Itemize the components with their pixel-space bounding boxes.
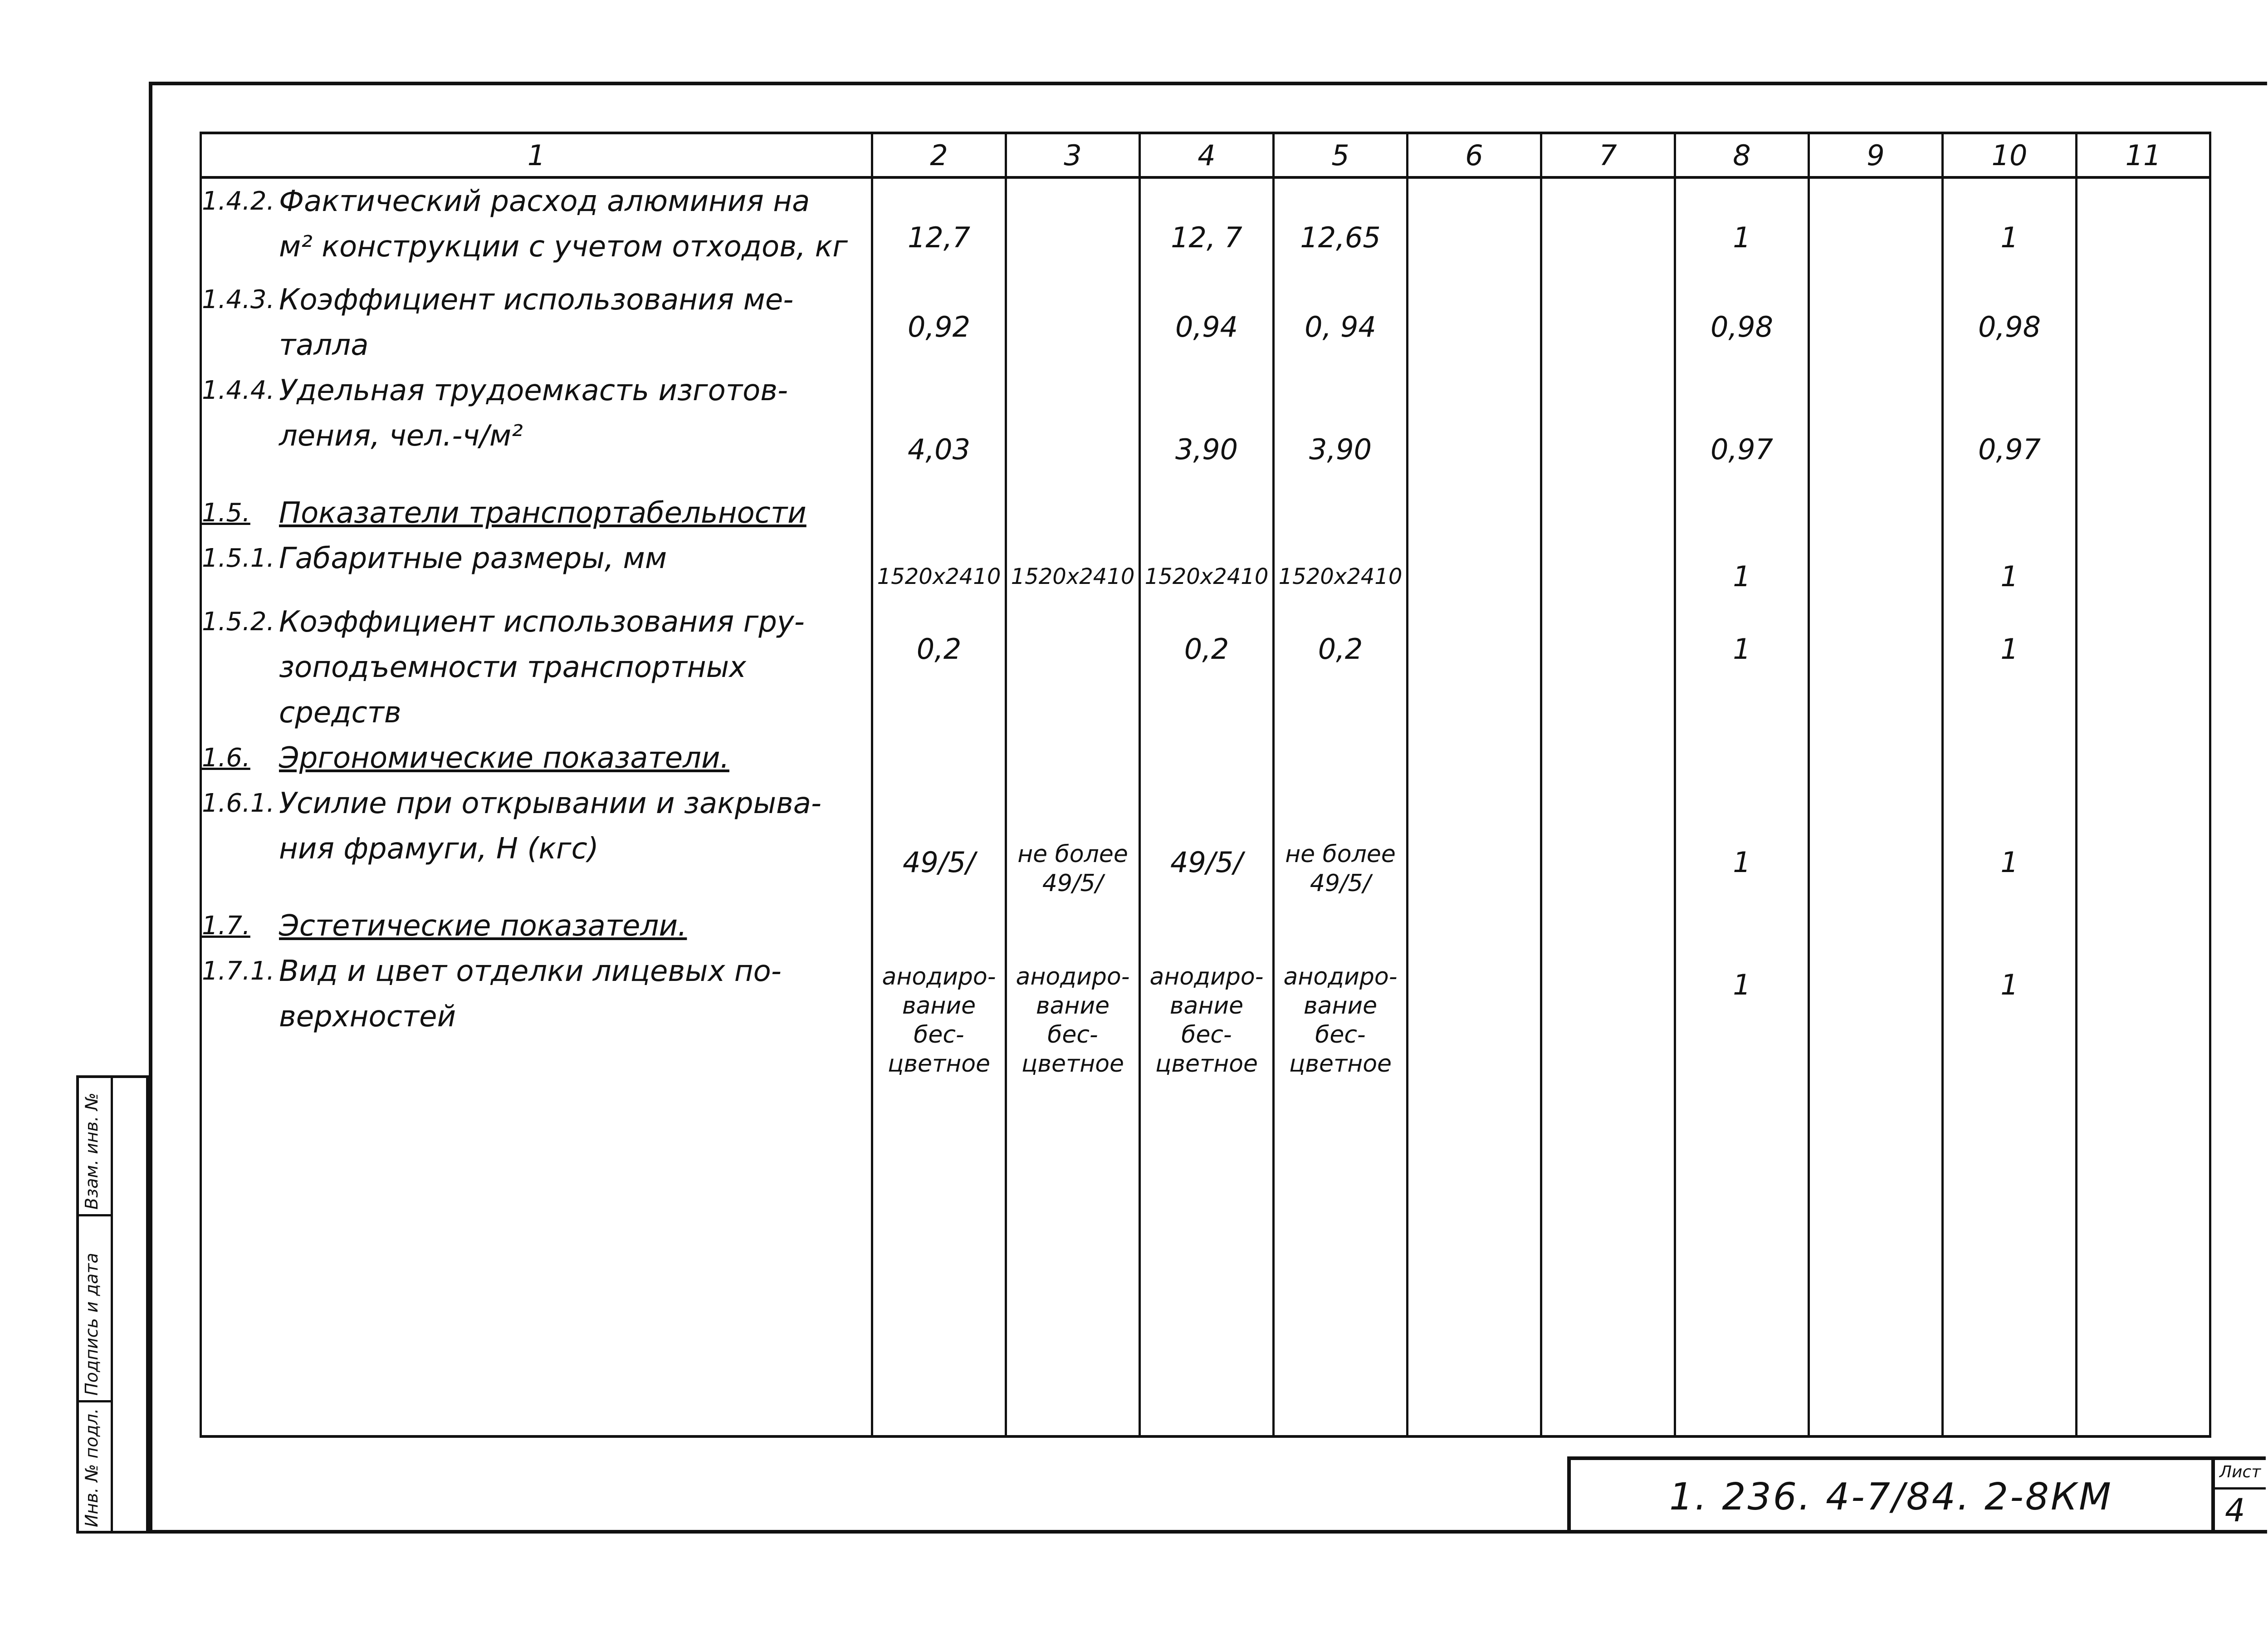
value-cell: 49/5/	[1140, 781, 1274, 903]
value-cell: 4,03	[872, 368, 1006, 490]
value-cell: не более 49/5/	[1274, 781, 1408, 903]
column-header: 3	[1006, 133, 1140, 177]
sheet-divider	[2215, 1487, 2266, 1490]
value-cell	[1541, 599, 1675, 735]
sheet-box	[2211, 1456, 2266, 1534]
value-cell	[1809, 536, 1943, 599]
section-row	[201, 490, 2210, 536]
value-cell	[1809, 735, 1943, 781]
value-cell	[1274, 903, 1408, 949]
indicator-number: 1.7.	[202, 911, 250, 941]
value-cell: не более 49/5/	[1006, 781, 1140, 903]
value-cell	[1943, 735, 2077, 781]
value-cell: 1520x2410	[1006, 536, 1140, 599]
table-row	[201, 781, 2210, 903]
value-cell: 1	[1943, 599, 2077, 735]
indicator-text: Фактический расход алюминия на	[279, 185, 810, 218]
indicator-line	[202, 903, 871, 949]
value-cell: 1	[1675, 177, 1809, 277]
table-row	[201, 277, 2210, 368]
value-cell	[1408, 277, 1541, 368]
sheet-label: Лист	[2219, 1463, 2261, 1481]
column-header: 1	[201, 133, 872, 177]
indicator-text: Показатели транспортабельности	[279, 496, 807, 530]
value-cell	[1541, 536, 1675, 599]
indicator-text: м² конструкции с учетом отходов, кг	[279, 230, 848, 264]
value-cell	[1408, 781, 1541, 903]
value-cell: 12,65	[1274, 177, 1408, 277]
value-cell	[2077, 368, 2210, 490]
value-cell: 0,2	[1140, 599, 1274, 735]
stamp-cell-sign	[79, 1214, 111, 1402]
value-cell	[1408, 949, 1541, 1436]
value-cell: 1	[1943, 781, 2077, 903]
section-row	[201, 903, 2210, 949]
indicators-table	[200, 132, 2211, 1438]
value-cell	[1809, 599, 1943, 735]
value-cell	[872, 903, 1006, 949]
indicator-number: 1.4.2.	[202, 186, 275, 216]
value-cell: 3,90	[1140, 368, 1274, 490]
stamp-label: Инв. № подл.	[82, 1408, 102, 1527]
value-cell: 12,7	[872, 177, 1006, 277]
indicator-cell	[201, 781, 872, 903]
indicator-number: 1.6.	[202, 743, 250, 773]
value-cell: 0, 94	[1274, 277, 1408, 368]
value-cell	[1408, 368, 1541, 490]
value-cell	[1809, 949, 1943, 1436]
stamp-label: Взам. инв. №	[82, 1092, 102, 1210]
indicator-cell	[201, 490, 872, 536]
header-row	[201, 133, 2210, 177]
value-cell: 1	[1675, 536, 1809, 599]
value-cell: 0,94	[1140, 277, 1274, 368]
value-cell: 1520x2410	[1274, 536, 1408, 599]
indicator-line	[202, 413, 871, 459]
value-cell: 1	[1675, 599, 1809, 735]
value-cell	[1140, 735, 1274, 781]
table-row	[201, 949, 2210, 1436]
indicator-number: 1.5.	[202, 498, 250, 528]
value-cell	[1006, 277, 1140, 368]
value-cell: 0,2	[872, 599, 1006, 735]
value-cell	[1408, 599, 1541, 735]
stamp-cell-replace	[79, 1078, 111, 1216]
value-cell	[1006, 177, 1140, 277]
value-cell: 1	[1675, 781, 1809, 903]
indicator-text: ления, чел.-ч/м²	[279, 419, 523, 453]
indicator-text: Вид и цвет отделки лицевых по-	[279, 955, 782, 988]
indicator-cell	[201, 277, 872, 368]
indicator-line	[202, 781, 871, 826]
value-cell	[1809, 277, 1943, 368]
side-stamp	[76, 1075, 149, 1534]
value-cell	[1006, 599, 1140, 735]
value-cell: анодиро- вание бес- цветное	[872, 949, 1006, 1436]
value-cell	[2077, 177, 2210, 277]
column-header: 5	[1274, 133, 1408, 177]
value-cell	[1541, 177, 1675, 277]
value-cell	[2077, 735, 2210, 781]
indicator-text: талла	[279, 328, 369, 362]
value-cell	[2077, 536, 2210, 599]
value-cell	[1541, 903, 1675, 949]
value-cell	[1274, 490, 1408, 536]
value-cell: 1520x2410	[1140, 536, 1274, 599]
table-row	[201, 368, 2210, 490]
value-cell	[1809, 177, 1943, 277]
indicator-number: 1.4.4.	[202, 376, 275, 405]
value-cell	[1675, 490, 1809, 536]
value-cell	[1408, 903, 1541, 949]
value-cell	[1943, 490, 2077, 536]
value-cell	[1140, 903, 1274, 949]
column-header: 6	[1408, 133, 1541, 177]
value-cell	[1140, 490, 1274, 536]
value-cell	[1541, 735, 1675, 781]
indicator-number: 1.5.2.	[202, 607, 275, 637]
indicator-text: зоподъемности транспортных средств	[279, 651, 747, 730]
value-cell	[2077, 277, 2210, 368]
indicator-line	[202, 277, 871, 323]
value-cell: 1	[1943, 536, 2077, 599]
indicator-line	[202, 536, 871, 581]
table-row	[201, 177, 2210, 277]
value-cell: 12, 7	[1140, 177, 1274, 277]
value-cell: 3,90	[1274, 368, 1408, 490]
value-cell: 0,92	[872, 277, 1006, 368]
column-header: 10	[1943, 133, 2077, 177]
indicator-cell	[201, 949, 872, 1436]
indicator-cell	[201, 177, 872, 277]
table-row	[201, 599, 2210, 735]
indicator-number: 1.7.1.	[202, 956, 275, 986]
indicator-line	[202, 368, 871, 413]
indicator-number: 1.6.1.	[202, 789, 275, 818]
indicator-cell	[201, 368, 872, 490]
value-cell	[1541, 781, 1675, 903]
column-header: 11	[2077, 133, 2210, 177]
indicator-text: Эргономические показатели.	[279, 741, 729, 775]
indicator-number: 1.5.1.	[202, 544, 275, 573]
table-row	[201, 536, 2210, 599]
value-cell	[1943, 903, 2077, 949]
value-cell	[1809, 781, 1943, 903]
column-header: 2	[872, 133, 1006, 177]
value-cell	[1541, 490, 1675, 536]
indicator-text: Усилие при открывании и закрыва-	[279, 787, 821, 820]
indicator-cell	[201, 599, 872, 735]
indicator-line	[202, 735, 871, 781]
indicator-line	[202, 645, 871, 735]
value-cell: 0,2	[1274, 599, 1408, 735]
sheet-number: 4	[2225, 1492, 2245, 1529]
value-cell: 0,97	[1675, 368, 1809, 490]
section-row	[201, 735, 2210, 781]
document-code: 1. 236. 4-7/84. 2-8КМ	[1567, 1456, 2211, 1534]
value-cell	[1408, 177, 1541, 277]
indicator-cell	[201, 536, 872, 599]
indicator-line	[202, 949, 871, 994]
value-cell	[1408, 536, 1541, 599]
value-cell	[1541, 277, 1675, 368]
value-cell: 0,97	[1943, 368, 2077, 490]
indicator-text: ния фрамуги, Н (кгс)	[279, 832, 599, 866]
value-cell	[1274, 735, 1408, 781]
column-header: 7	[1541, 133, 1675, 177]
value-cell: 1	[1943, 177, 2077, 277]
value-cell	[1006, 490, 1140, 536]
column-header: 8	[1675, 133, 1809, 177]
value-cell: анодиро- вание бес- цветное	[1140, 949, 1274, 1436]
value-cell	[1006, 368, 1140, 490]
indicator-line	[202, 224, 871, 270]
value-cell	[872, 490, 1006, 536]
value-cell: 49/5/	[872, 781, 1006, 903]
value-cell: анодиро- вание бес- цветное	[1006, 949, 1140, 1436]
indicator-line	[202, 179, 871, 224]
value-cell	[1541, 368, 1675, 490]
value-cell: 1520x2410	[872, 536, 1006, 599]
value-cell	[1408, 490, 1541, 536]
value-cell	[1809, 490, 1943, 536]
value-cell: 0,98	[1675, 277, 1809, 368]
indicator-number: 1.4.3.	[202, 285, 275, 314]
value-cell: 1	[1675, 949, 1809, 1436]
column-header: 9	[1809, 133, 1943, 177]
value-cell	[1675, 735, 1809, 781]
value-cell	[1541, 949, 1675, 1436]
indicator-text: Эстетические показатели.	[279, 909, 687, 943]
value-cell	[1408, 735, 1541, 781]
value-cell	[1809, 903, 1943, 949]
value-cell: анодиро- вание бес- цветное	[1274, 949, 1408, 1436]
indicator-line	[202, 826, 871, 872]
value-cell	[1809, 368, 1943, 490]
indicator-cell	[201, 903, 872, 949]
value-cell	[1006, 735, 1140, 781]
column-header: 4	[1140, 133, 1274, 177]
value-cell	[872, 735, 1006, 781]
value-cell	[2077, 903, 2210, 949]
value-cell	[2077, 781, 2210, 903]
indicator-line	[202, 323, 871, 368]
value-cell	[1006, 903, 1140, 949]
indicator-line	[202, 994, 871, 1039]
value-cell: 1	[1943, 949, 2077, 1436]
stamp-cell-inv	[79, 1400, 111, 1532]
indicator-text: Коэффициент использования ме-	[279, 283, 794, 317]
stamp-label: Подпись и дата	[82, 1253, 102, 1396]
indicator-cell	[201, 735, 872, 781]
value-cell	[1675, 903, 1809, 949]
indicator-line	[202, 599, 871, 645]
value-cell	[2077, 490, 2210, 536]
value-cell	[2077, 599, 2210, 735]
indicator-text: Коэффициент использования гру-	[279, 605, 805, 639]
indicator-text: Габаритные размеры, мм	[279, 542, 667, 575]
value-cell: 0,98	[1943, 277, 2077, 368]
stamp-divider	[111, 1078, 113, 1531]
indicator-text: верхностей	[279, 1000, 456, 1034]
indicator-line	[202, 490, 871, 536]
indicator-text: Удельная трудоемкасть изготов-	[279, 374, 788, 407]
value-cell	[2077, 949, 2210, 1436]
